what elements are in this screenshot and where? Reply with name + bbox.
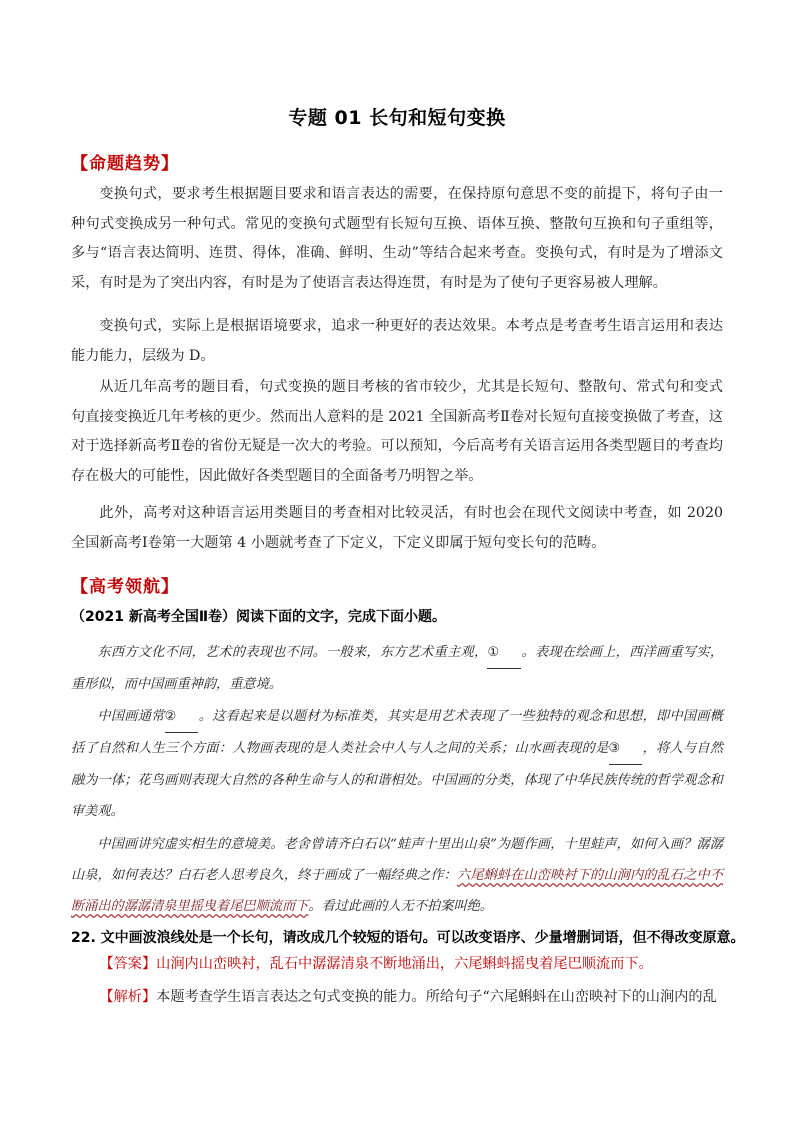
section-heading-trend: 【命题趋势】 [71, 154, 179, 174]
page-title: 专题 01 长句和短句变换 [288, 107, 506, 129]
passage-text: 。表现在绘画上，西洋画重写实，重形似，而中国画重神韵，重意境。 [71, 645, 724, 692]
answer-label: 【答案】 [99, 956, 157, 972]
answer-text: 山涧内山峦映衬，乱石中潺潺清泉不断地涌出，六尾蝌蚪摇曳着尾巴顺流而下。 [156, 956, 653, 972]
fill-blank-1: ① [487, 637, 521, 669]
exam-source-line: （2021 新高考全国Ⅱ卷）阅读下面的文字，完成下面小题。 [71, 609, 447, 625]
passage-text: 。这看起来是以题材为标准类，其实是用艺术表现了一些独特的观念和思想，即中国画概括了自然和人生三个方面：人物画表现的是人类社会中人与人之间的关系；山水画表现的是 [71, 709, 723, 756]
passage-text: 。看过此画的人无不拍案叫绝。 [308, 899, 493, 914]
passage-paragraph-2 [71, 701, 723, 827]
analysis-label: 【解析】 [99, 989, 157, 1005]
passage-text: 中国画通常 [97, 709, 165, 724]
wavy-underlined-long-sentence: 六尾蝌蚪在山峦映衬下的山涧内的乱石之中不断涌出的潺潺清泉里摇曳着尾巴顺流而下 [71, 868, 724, 914]
passage-text: 中国画讲究虚实相生的意境美。老舍曾请齐白石以“蛙声十里出山泉”为题作画，十里蛙声，如何入画？潺潺山泉，如何表达？白石老人思考良久，终于画成了一幅经典之作： [71, 837, 723, 883]
passage-paragraph-3 [71, 829, 723, 922]
analysis-line [71, 983, 731, 1013]
trend-paragraph-3: 从近几年高考的题目看，句式变换的题目考核的省市较少，尤其是长短句、整散句、常式句和变式句直接变换近几年考核的更少。然而出人意料的是 2021 全国新高考Ⅱ卷对长短句直接变换做了考查，这对于选择新高考Ⅱ卷的省份无疑是一次大的考验。可以预知，今后高考有关语言运用各类型题目的考查均存在极大的可能性，因此做好各类型题目的全面备考乃明智之举。 [71, 379, 723, 484]
trend-paragraph-4: 此外，高考对这种语言运用类题目的考查相对比较灵活，有时也会在现代文阅读中考查，如 2020 全国新高考Ⅰ卷第一大题第 4 小题就考查了下定义，下定义即属于短句变长句的范畴。 [71, 505, 723, 551]
analysis-text: 本题考查学生语言表达之句式变换的能力。所给句子“六尾蝌蚪在山峦映衬下的山涧内的乱 [156, 989, 717, 1005]
trend-paragraph-1: 变换句式，要求考生根据题目要求和语言表达的需要，在保持原句意思不变的前提下，将句子由一种句式变换成另一种句式。常见的变换句式题型有长短句互换、语体互换、整散句互换和句子重组等，多与“语言表达简明、连贯、得体，准确、鲜明、生动”等结合起来考查。变换句式，有时是为了增添文采，有时是为了突出内容，有时是为了使语言表达得连贯，有时是为了使句子更容易被人理解。 [71, 186, 723, 291]
passage-text: ，将人与自然融为一体；花鸟画则表现大自然的各种生命与人的和谐相处。中国画的分类，体现了中华民族传统的哲学观念和审美观。 [71, 741, 724, 819]
passage-text: 东西方文化不同，艺术的表现也不同。一般来，东方艺术重主观， [97, 645, 488, 660]
question-22: 22. 文中画波浪线处是一个长句，请改成几个较短的语句。可以改变语序、少量增删词语，但不得改变原意。 [71, 930, 745, 946]
passage-paragraph-1 [71, 637, 723, 700]
answer-line [71, 950, 731, 980]
section-heading-guide: 【高考领航】 [71, 577, 179, 597]
fill-blank-2: ② [165, 701, 199, 733]
trend-paragraph-2: 变换句式，实际上是根据语境要求，追求一种更好的表达效果。本考点是考查考生语言运用和表达能力能力，层级为 D。 [71, 318, 723, 364]
fill-blank-3: ③ [609, 733, 643, 765]
